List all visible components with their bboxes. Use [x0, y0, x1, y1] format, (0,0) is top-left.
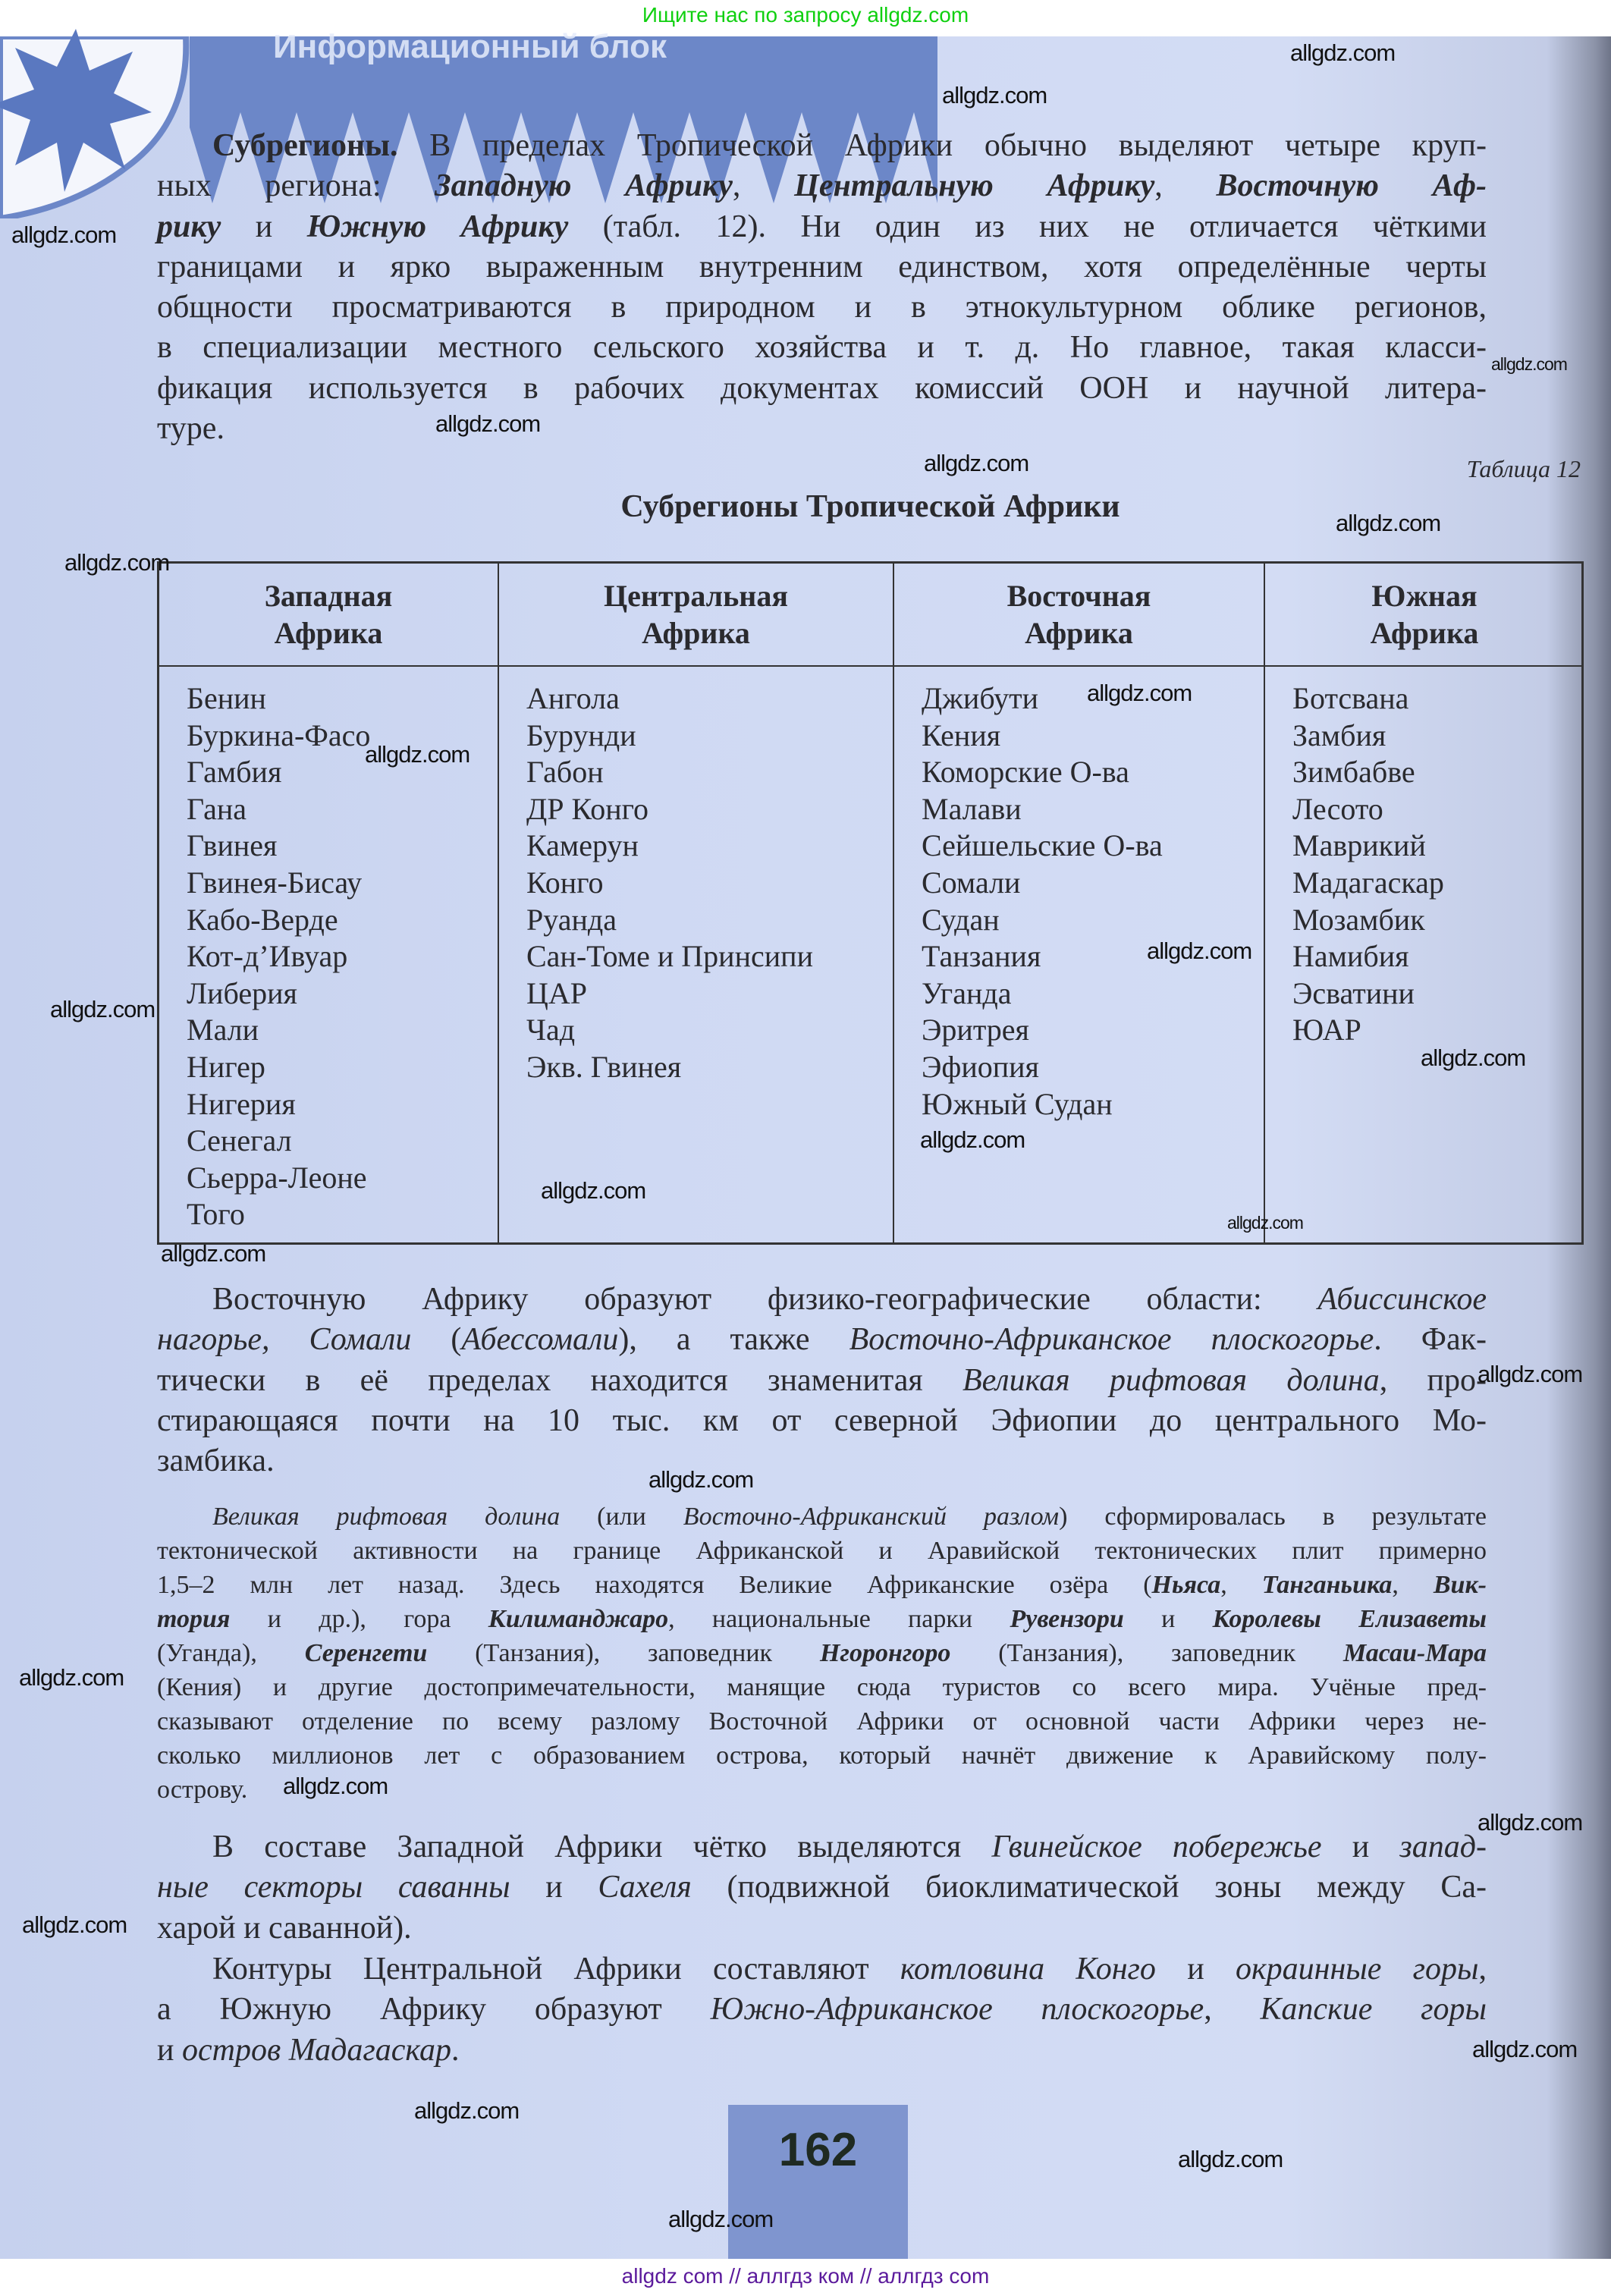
text-line	[157, 207, 1487, 247]
emphasized-term: Гвинейское побережье	[991, 1830, 1322, 1864]
country-item: ЦАР	[526, 975, 588, 1010]
emphasized-term: нагорье, Сомали	[157, 1322, 412, 1358]
text-run: (Кения) и другие достопримечательности, манящие сюда туристов со всего мира. Учёные пред-	[157, 1673, 1487, 1701]
emphasized-term: Масаи-Мара	[1343, 1639, 1487, 1667]
text-line	[157, 1401, 1487, 1441]
text-line	[157, 1320, 1487, 1360]
country-item: Замбия	[1292, 718, 1386, 752]
text-run: (табл. 12). Ни один из них не отличается чёткими	[568, 209, 1487, 244]
text-run: (	[411, 1322, 462, 1358]
emphasized-term: Абессомали	[461, 1322, 619, 1358]
column-body	[1265, 667, 1584, 1049]
text-run: ,	[732, 168, 795, 204]
watermark: allgdz.com	[1491, 354, 1567, 374]
text-run: (Танзания), заповедник	[427, 1639, 820, 1667]
text-run: ных региона:	[157, 168, 435, 204]
table-column	[159, 564, 498, 1242]
text-run: ,	[1220, 1571, 1262, 1599]
text-run: харой и саванной).	[157, 1910, 412, 1946]
text-run: (Уганда),	[157, 1639, 305, 1667]
watermark: allgdz.com	[668, 2206, 774, 2232]
watermark: allgdz.com	[22, 1911, 127, 1938]
country-item: Бурунди	[526, 718, 636, 752]
watermark: allgdz.com	[19, 1664, 124, 1691]
country-item: Руанда	[526, 902, 617, 937]
watermark: allgdz.com	[1478, 1361, 1583, 1387]
country-item: Гвинея	[187, 828, 278, 863]
country-item: Либерия	[187, 975, 297, 1010]
country-item: Мадагаскар	[1292, 865, 1444, 900]
country-item: Ботсвана	[1292, 681, 1409, 715]
country-item: Буркина-Фасо	[187, 718, 371, 752]
text-line	[157, 1867, 1487, 1908]
emphasized-term: Восточную Аф-	[1216, 168, 1487, 204]
watermark: allgdz.com	[1290, 39, 1396, 66]
column-header	[894, 564, 1264, 667]
emphasized-term: Южную Африку	[306, 209, 569, 244]
emphasized-term: котловина Конго	[900, 1952, 1156, 1987]
text-line	[157, 1670, 1487, 1704]
watermark: allgdz.com	[648, 1466, 754, 1493]
country-item: Мозамбик	[1292, 902, 1425, 937]
table-column	[498, 564, 893, 1242]
country-item: Эритрея	[922, 1013, 1029, 1047]
text-line	[157, 1636, 1487, 1670]
text-run: стирающаяся почти на 10 тыс. км от северной Эфиопии до центрального Мо-	[157, 1402, 1487, 1438]
country-item: Эсватини	[1292, 975, 1415, 1010]
emphasized-term: Великая рифтовая долина	[963, 1362, 1380, 1398]
country-item: Конго	[526, 865, 604, 900]
emphasized-term: Великая рифтовая долина	[212, 1503, 561, 1531]
text-run: замбика.	[157, 1443, 275, 1479]
column-header-line: Южная	[1371, 579, 1478, 613]
country-item: Маврикий	[1292, 828, 1426, 863]
column-body	[894, 667, 1264, 1123]
text-line	[157, 166, 1487, 206]
emphasized-term: Сахеля	[598, 1870, 692, 1905]
text-line	[157, 1280, 1487, 1320]
country-item: Того	[187, 1197, 245, 1232]
text-run: ,	[1154, 168, 1217, 204]
text-run: и	[1321, 1830, 1400, 1864]
emphasized-term: остров Мадагаскар	[181, 2032, 451, 2068]
watermark: allgdz.com	[161, 1240, 266, 1267]
emphasized-term: Восточно-Африканский разлом	[683, 1503, 1060, 1531]
text-run: а Южную Африку образуют	[157, 1992, 711, 2027]
watermark: allgdz.com	[924, 450, 1029, 476]
watermark: allgdz.com	[541, 1177, 646, 1204]
country-item: Кот-д’Ивуар	[187, 939, 348, 974]
text-run: туре.	[157, 411, 225, 447]
text-run: (подвижной биоклиматической зоны между Са-	[691, 1870, 1487, 1905]
text-line	[157, 1908, 1487, 1949]
text-run: тически в её пределах находится знаменитая	[157, 1362, 963, 1398]
text-line	[157, 247, 1487, 287]
emphasized-term: Восточно-Африканское плоскогорье	[849, 1322, 1374, 1358]
page-number-box	[728, 2105, 908, 2259]
watermark: allgdz.com	[942, 82, 1047, 108]
text-line	[157, 409, 1487, 449]
country-item: Судан	[922, 902, 1000, 937]
watermark: allgdz.com	[1087, 680, 1192, 706]
text-run: Восточную Африку образуют физико-географические области:	[212, 1282, 1318, 1317]
country-item: ЮАР	[1292, 1013, 1361, 1047]
text-run: тектонической активности на границе Африканской и Аравийской тектонических плит примерно	[157, 1537, 1487, 1565]
watermark: allgdz.com	[1472, 2036, 1578, 2062]
page-number: 162	[778, 2124, 858, 2176]
text-run: , национальные парки	[668, 1605, 1010, 1633]
emphasized-term: Субрегионы.	[212, 128, 398, 163]
emphasized-term: Западную Африку	[435, 168, 733, 204]
text-run: ,	[1392, 1571, 1434, 1599]
emphasized-term: тория	[157, 1605, 231, 1633]
emphasized-term: Ньяса	[1151, 1571, 1221, 1599]
column-header-line: Африка	[1370, 616, 1479, 650]
emphasized-term: Вик-	[1433, 1571, 1487, 1599]
text-run: ) сформировалась в результате	[1059, 1503, 1487, 1531]
watermark: allgdz.com	[283, 1773, 388, 1799]
column-header	[1265, 564, 1584, 667]
watermark: allgdz.com	[435, 410, 541, 437]
watermark: allgdz.com	[1421, 1044, 1526, 1071]
table-column	[1264, 564, 1584, 1242]
text-run: фикация используется в рабочих документах комиссий ООН и научной литера-	[157, 370, 1487, 406]
table-title: Субрегионы Тропической Африки	[620, 489, 1120, 524]
text-run: границами и ярко выраженным внутренним единством, хотя определённые черты	[157, 249, 1487, 284]
watermark: allgdz.com	[365, 741, 470, 768]
text-line	[157, 369, 1487, 409]
emphasized-term: Килиманджаро	[488, 1605, 669, 1633]
country-item: Уганда	[922, 975, 1012, 1010]
text-run: и	[510, 1870, 598, 1905]
text-run: ,	[1204, 1992, 1261, 2027]
watermark: allgdz.com	[50, 996, 155, 1022]
text-run: и	[1155, 1952, 1236, 1987]
watermark: allgdz.com	[1227, 1213, 1303, 1233]
section-title: Информационный блок	[273, 28, 667, 65]
country-item: Джибути	[922, 681, 1039, 715]
emphasized-term: ные секторы саванны	[157, 1870, 510, 1905]
country-item: Сьерра-Леоне	[187, 1160, 367, 1195]
text-run: сказывают отделение по всему разлому Восточной Африки от основной части Африки через не-	[157, 1707, 1487, 1735]
country-item: Чад	[526, 1013, 576, 1047]
text-line	[157, 1441, 1487, 1481]
watermark: allgdz.com	[11, 221, 117, 248]
column-header	[499, 564, 893, 667]
subregions-table	[157, 561, 1584, 1245]
country-item: Танзания	[922, 939, 1041, 974]
emphasized-term: Серенгети	[304, 1639, 428, 1667]
text-line	[157, 1990, 1487, 2030]
emphasized-term: Центральную Африку	[794, 168, 1155, 204]
text-run: и	[1123, 1605, 1213, 1633]
country-item: Гамбия	[187, 755, 282, 790]
country-item: Мали	[187, 1013, 259, 1047]
watermark: allgdz.com	[414, 2097, 520, 2124]
emphasized-term: рику	[157, 209, 221, 244]
emphasized-term: Нгоронгоро	[819, 1639, 951, 1667]
text-line	[157, 287, 1487, 328]
text-line	[157, 1704, 1487, 1738]
text-run: . Фак-	[1374, 1322, 1487, 1358]
paragraph	[157, 1827, 1487, 1949]
text-run: и др.), гора	[230, 1605, 488, 1633]
country-item: Нигер	[187, 1049, 265, 1084]
emphasized-term: Танганьика	[1261, 1571, 1393, 1599]
column-header-line: Африка	[274, 616, 383, 650]
column-header-line: Центральная	[604, 579, 788, 613]
text-run: в специализации местного сельского хозяйства и т. д. Но главное, такая класси-	[157, 330, 1487, 366]
text-run: и	[157, 2032, 182, 2068]
emphasized-term: Капские горы	[1260, 1992, 1487, 2027]
table-caption: Таблица 12	[1466, 455, 1581, 482]
text-run: Контуры Центральной Африки составляют	[212, 1952, 900, 1987]
column-header-line: Западная	[264, 579, 393, 613]
country-item: Нигерия	[187, 1086, 296, 1121]
country-item: Эфиопия	[922, 1049, 1039, 1084]
text-line	[157, 1534, 1487, 1568]
country-item: Габон	[526, 755, 604, 790]
column-header-line: Африка	[1025, 616, 1133, 650]
country-item: ДР Конго	[526, 791, 649, 826]
country-item: Сейшельские О-ва	[922, 828, 1163, 863]
top-search-banner[interactable]: Ищите нас по запросу allgdz.com	[642, 3, 969, 27]
text-run: (Танзания), заповедник	[950, 1639, 1344, 1667]
text-run: .	[451, 2032, 460, 2068]
star-emblem-icon	[0, 29, 182, 196]
text-line	[157, 1602, 1487, 1636]
text-line	[157, 1500, 1487, 1534]
country-item: Гвинея-Бисау	[187, 865, 363, 900]
country-item: Гана	[187, 791, 247, 826]
text-run: сколько миллионов лет с образованием острова, который начнёт движение к Аравийскому полу-	[157, 1742, 1487, 1770]
paragraph	[157, 126, 1487, 449]
country-item: Камерун	[526, 828, 639, 863]
country-item: Сенегал	[187, 1123, 292, 1158]
text-run: В пределах Тропической Африки обычно выделяют четыре круп-	[397, 128, 1487, 163]
watermark: allgdz.com	[1336, 510, 1441, 536]
column-header	[159, 564, 498, 667]
emphasized-term: окраинные горы	[1235, 1952, 1479, 1987]
paragraph	[157, 1280, 1487, 1481]
country-item: Коморские О-ва	[922, 755, 1129, 790]
text-run: В составе Западной Африки чётко выделяются	[212, 1830, 992, 1864]
country-item: Кения	[922, 718, 1001, 752]
paragraph	[157, 1949, 1487, 2071]
watermark: allgdz.com	[1147, 938, 1252, 964]
text-line	[157, 2031, 1487, 2071]
country-item: Экв. Гвинея	[526, 1049, 682, 1084]
country-item: Ангола	[526, 681, 620, 715]
watermark: allgdz.com	[64, 549, 170, 576]
country-item: Сомали	[922, 865, 1021, 900]
text-run: 1,5–2 млн лет назад. Здесь находятся Великие Африканские озёра (	[157, 1571, 1152, 1599]
text-line	[157, 328, 1487, 368]
emphasized-term: Рувензори	[1010, 1605, 1124, 1633]
country-item: Зимбабве	[1292, 755, 1415, 790]
text-run: острову.	[157, 1776, 248, 1804]
country-item: Южный Судан	[922, 1086, 1113, 1121]
country-item: Лесото	[1292, 791, 1383, 826]
text-run: (или	[560, 1503, 683, 1531]
text-run: и	[221, 209, 307, 244]
country-item: Намибия	[1292, 939, 1409, 974]
text-line	[157, 1827, 1487, 1867]
country-item: Бенин	[187, 681, 266, 715]
column-body	[499, 667, 893, 1086]
bottom-site-banner[interactable]: allgdz com // аллгдз ком // аллгдз com	[621, 2264, 990, 2288]
country-item: Сан-Томе и Принсипи	[526, 939, 813, 974]
watermark: allgdz.com	[1178, 2146, 1283, 2172]
text-line	[157, 1361, 1487, 1401]
text-run: ), а также	[618, 1322, 849, 1358]
text-line	[157, 1738, 1487, 1773]
emphasized-term: Южно-Африканское плоскогорье	[710, 1992, 1204, 2027]
emphasized-term: Королевы Елизаветы	[1212, 1605, 1487, 1633]
column-header-line: Восточная	[1006, 579, 1151, 613]
watermark: allgdz.com	[1478, 1809, 1583, 1836]
text-line	[157, 1568, 1487, 1602]
note-paragraph	[157, 1500, 1487, 1807]
text-run: общности просматриваются в природном и в этнокультурном облике регионов,	[157, 290, 1487, 325]
emphasized-term: Абиссинское	[1317, 1282, 1487, 1317]
country-item: Малави	[922, 791, 1022, 826]
text-run: , про-	[1379, 1362, 1487, 1398]
column-header-line: Африка	[642, 616, 750, 650]
watermark: allgdz.com	[920, 1126, 1025, 1153]
country-item: Кабо-Верде	[187, 902, 338, 937]
text-line	[157, 126, 1487, 166]
text-run: ,	[1478, 1952, 1487, 1987]
text-line	[157, 1949, 1487, 1990]
emphasized-term: запад-	[1399, 1830, 1487, 1864]
